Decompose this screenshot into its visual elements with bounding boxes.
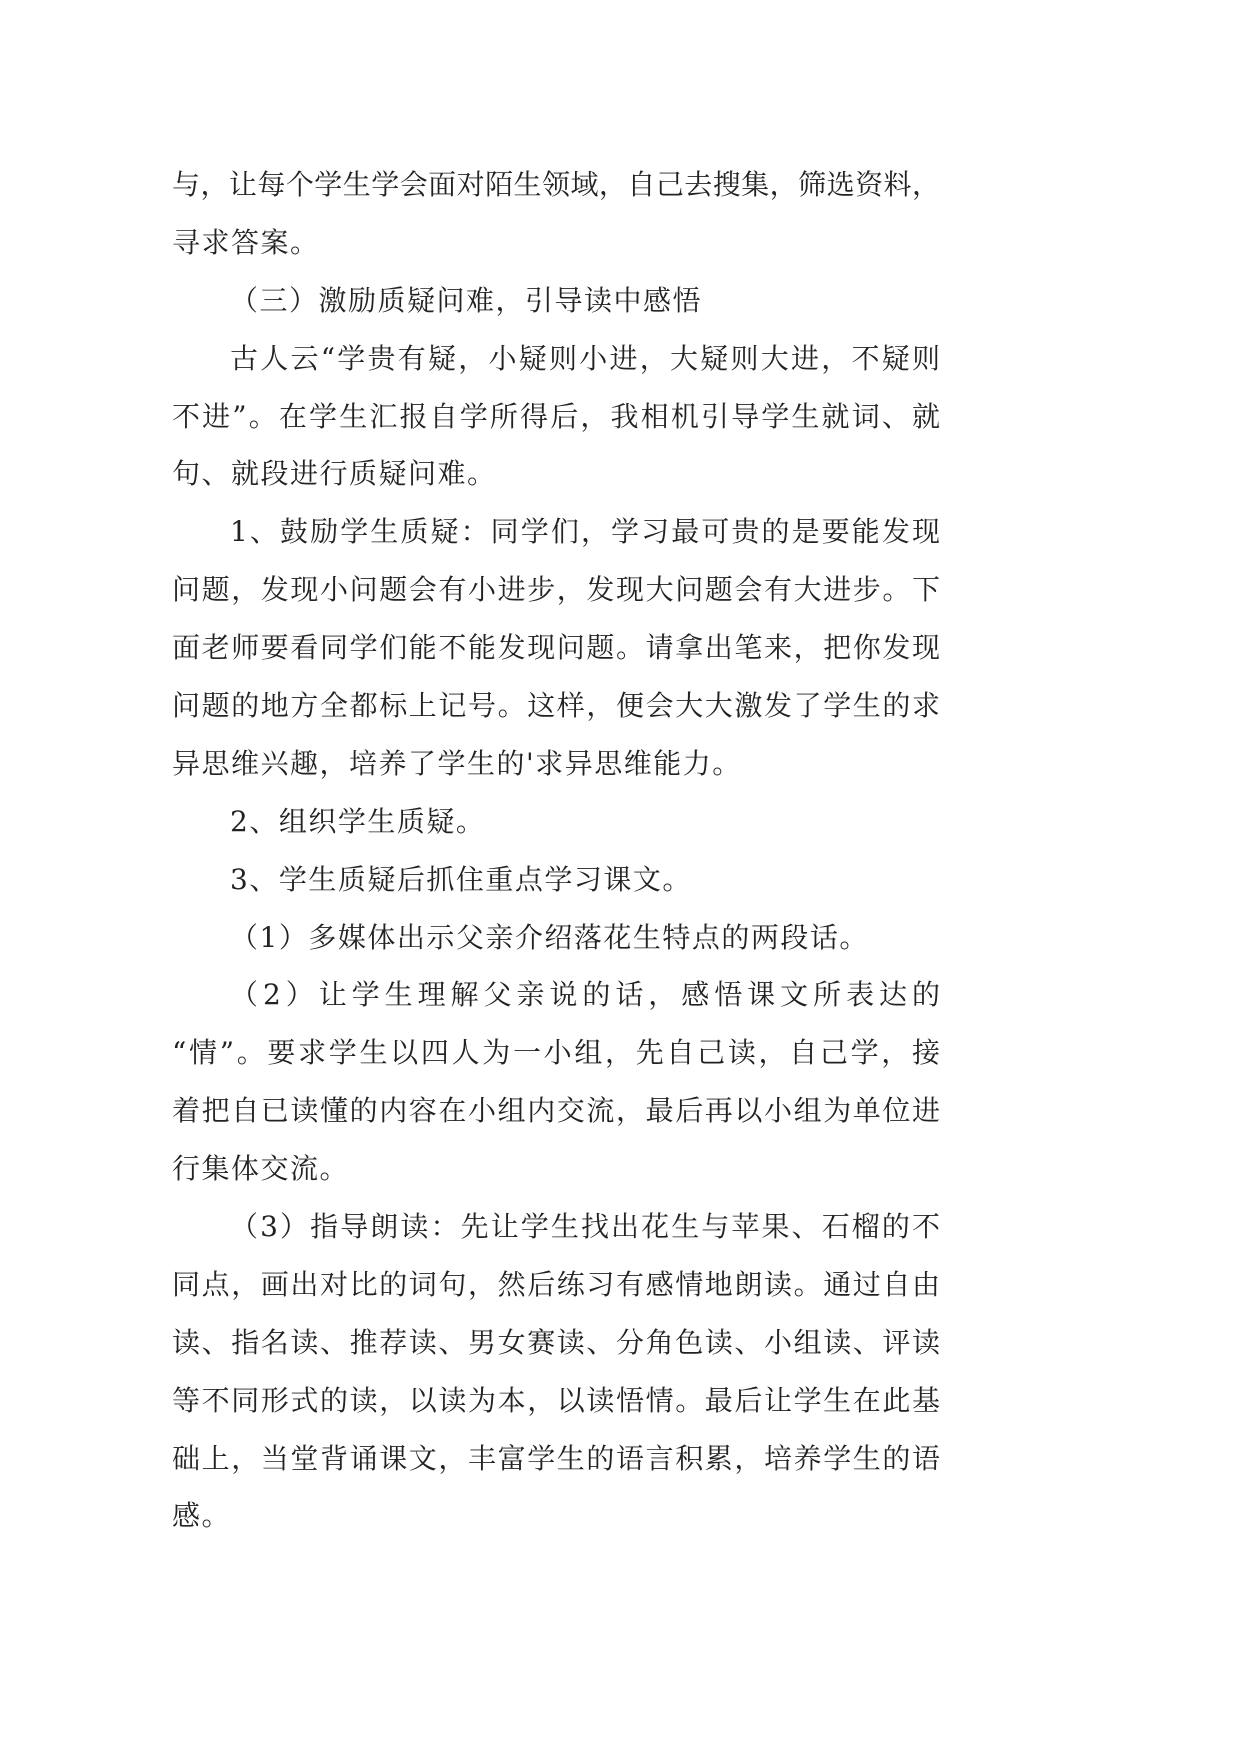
text-line: 同点，画出对比的词句，然后练习有感情地朗读。通过自由 — [172, 1267, 940, 1301]
list-item-1 — [172, 503, 940, 792]
text-line: （3）指导朗读：先让学生找出花生与苹果、石榴的不 — [230, 1210, 940, 1244]
text-line: 础上，当堂背诵课文，丰富学生的语言积累，培养学生的语 — [172, 1441, 940, 1475]
text-line: 寻求答案。 — [172, 225, 320, 259]
text-line: （2）让学生理解父亲说的话，感悟课文所表达的 — [230, 978, 940, 1012]
sub-item-3 — [172, 1198, 940, 1545]
text-line: 与，让每个学生学会面对陌生领域，自己去搜集，筛选资料， — [172, 168, 940, 201]
sub-item-1 — [172, 909, 940, 967]
list-item-3 — [172, 851, 940, 909]
section-heading — [172, 272, 940, 330]
sub-item-2 — [172, 966, 940, 1198]
text-line: 读、指名读、推荐读、男女赛读、分角色读、小组读、评读 — [172, 1325, 940, 1359]
paragraph-continuation — [172, 156, 940, 272]
list-item-2 — [172, 793, 940, 851]
text-line: 等不同形式的读，以读为本，以读悟情。最后让学生在此基 — [172, 1383, 940, 1417]
text-line: 行集体交流。 — [172, 1152, 350, 1186]
text-line: 异思维兴趣，培养了学生的'求异思维能力。 — [172, 746, 742, 780]
section-heading-text: （三）激励质疑问难，引导读中感悟 — [230, 283, 703, 317]
text-line: （1）多媒体出示父亲介绍落花生特点的两段话。 — [230, 920, 869, 954]
document-body — [172, 156, 940, 1545]
text-line: 问题，发现小问题会有小进步，发现大问题会有大进步。下 — [172, 573, 940, 607]
text-line: 不进”。在学生汇报自学所得后，我相机引导学生就词、就 — [172, 399, 940, 433]
text-line: 句、就段进行质疑问难。 — [172, 457, 497, 491]
text-line: 感。 — [172, 1499, 232, 1533]
paragraph-quote — [172, 330, 940, 504]
text-line: “情”。要求学生以四人为一小组，先自己读，自己学，接 — [172, 1036, 940, 1070]
text-line: 2、组织学生质疑。 — [230, 804, 486, 838]
text-line: 问题的地方全都标上记号。这样，便会大大激发了学生的求 — [172, 689, 940, 723]
text-line: 面老师要看同学们能不能发现问题。请拿出笔来，把你发现 — [172, 631, 940, 665]
text-line: 1、鼓励学生质疑：同学们，学习最可贵的是要能发现 — [230, 515, 940, 549]
text-line: 3、学生质疑后抓住重点学习课文。 — [230, 862, 692, 896]
text-line: 古人云“学贵有疑，小疑则小进，大疑则大进，不疑则 — [230, 341, 940, 375]
text-line: 着把自已读懂的内容在小组内交流，最后再以小组为单位进 — [172, 1094, 940, 1128]
